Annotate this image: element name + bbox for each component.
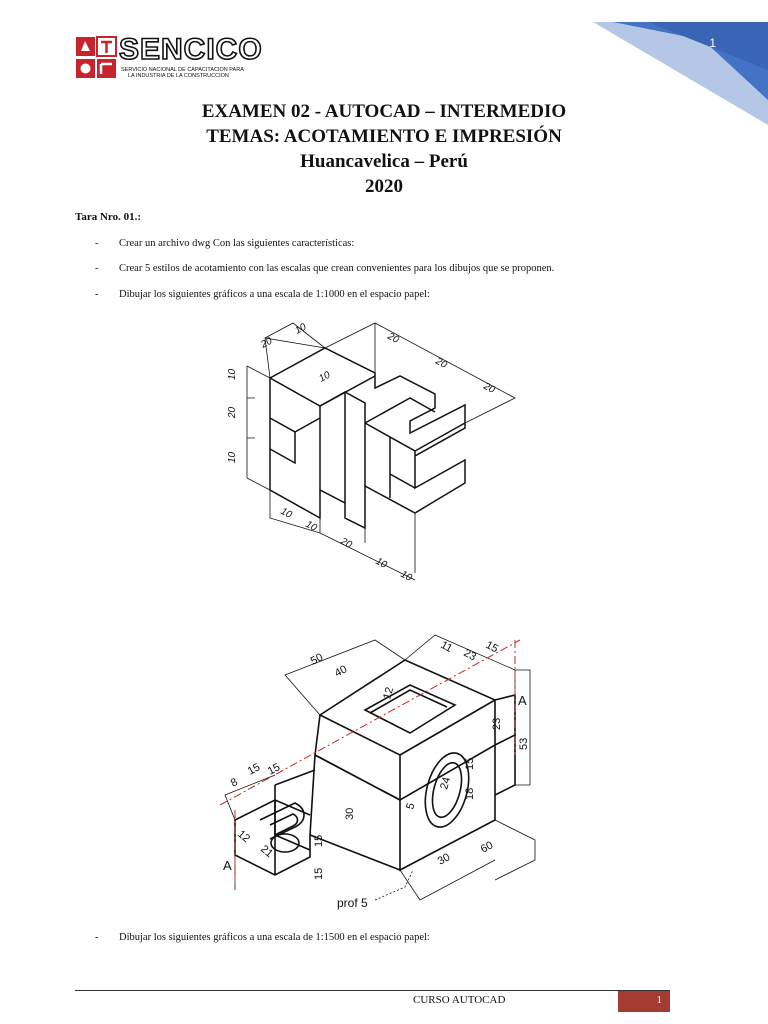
- svg-text:10: 10: [227, 368, 238, 380]
- svg-text:10: 10: [398, 568, 414, 584]
- list-item: - Dibujar los siguientes gráficos a una escala de 1:1000 en el espacio papel:: [95, 289, 430, 300]
- svg-text:20: 20: [259, 335, 275, 351]
- svg-text:15: 15: [464, 757, 476, 770]
- isometric-drawing-1: [225, 318, 525, 593]
- svg-text:20: 20: [433, 355, 449, 371]
- svg-text:20: 20: [481, 380, 497, 396]
- svg-text:15: 15: [313, 867, 325, 880]
- svg-text:5: 5: [404, 801, 418, 811]
- footer-divider: [75, 990, 670, 991]
- title-line-1: EXAMEN 02 - AUTOCAD – INTERMEDIO: [201, 101, 567, 122]
- svg-text:10: 10: [317, 369, 333, 385]
- list-item: - Crear 5 estilos de acotamiento con las escalas que crean convenientes para los dibujos que se proponen.: [95, 263, 555, 274]
- svg-text:20: 20: [227, 406, 238, 418]
- logo-brand-text: SENCICO: [119, 33, 263, 66]
- footer-course: CURSO AUTOCAD: [413, 994, 506, 1006]
- title-line-3: Huancavelica – Perú: [300, 151, 468, 172]
- svg-text:18: 18: [464, 787, 476, 800]
- title-line-4: 2020: [365, 176, 403, 197]
- svg-text:10: 10: [278, 505, 294, 521]
- sencico-logo: [75, 33, 263, 84]
- document-title: [0, 99, 768, 199]
- title-line-2: TEMAS: ACOTAMIENTO E IMPRESIÓN: [206, 126, 562, 147]
- svg-text:10: 10: [373, 555, 389, 571]
- list-item: - Crear un archivo dwg Con las siguientes características:: [95, 238, 355, 249]
- logo-subtitle-line2: LA INDUSTRIA DE LA CONSTRUCCION: [128, 73, 229, 79]
- svg-text:23: 23: [461, 647, 479, 664]
- svg-text:10: 10: [303, 518, 319, 534]
- svg-text:15: 15: [483, 639, 501, 656]
- svg-text:A: A: [223, 858, 232, 873]
- svg-text:15: 15: [313, 834, 325, 847]
- list-item: - Dibujar los siguientes gráficos a una escala de 1:1500 en el espacio papel:: [95, 932, 430, 943]
- svg-text:50: 50: [308, 651, 326, 668]
- svg-text:12: 12: [235, 828, 253, 846]
- header-page-number: 1: [709, 36, 716, 50]
- svg-text:8: 8: [228, 776, 240, 790]
- depth-note: prof 5: [337, 896, 368, 910]
- svg-text:12: 12: [381, 685, 397, 701]
- svg-text:11: 11: [438, 639, 455, 656]
- footer-page-number: 1: [618, 991, 670, 1012]
- svg-text:15: 15: [265, 761, 283, 778]
- svg-text:24: 24: [438, 775, 454, 791]
- svg-text:15: 15: [245, 761, 263, 778]
- svg-text:53: 53: [518, 737, 530, 750]
- svg-text:A: A: [518, 693, 527, 708]
- svg-text:20: 20: [385, 330, 401, 346]
- logo-subtitle-line1: SERVICIO NACIONAL DE CAPACITACION PARA: [121, 67, 244, 73]
- isometric-drawing-2: [215, 625, 555, 915]
- sencico-emblem-icon: [75, 36, 117, 80]
- svg-text:30: 30: [344, 807, 356, 820]
- svg-text:60: 60: [478, 839, 496, 856]
- svg-text:20: 20: [338, 535, 354, 551]
- task-heading: Tara Nro. 01.:: [75, 211, 141, 223]
- svg-text:23: 23: [491, 717, 503, 730]
- svg-text:10: 10: [293, 321, 309, 337]
- svg-text:40: 40: [332, 663, 350, 680]
- svg-text:30: 30: [435, 851, 453, 868]
- svg-text:10: 10: [227, 451, 238, 463]
- svg-text:21: 21: [258, 843, 276, 861]
